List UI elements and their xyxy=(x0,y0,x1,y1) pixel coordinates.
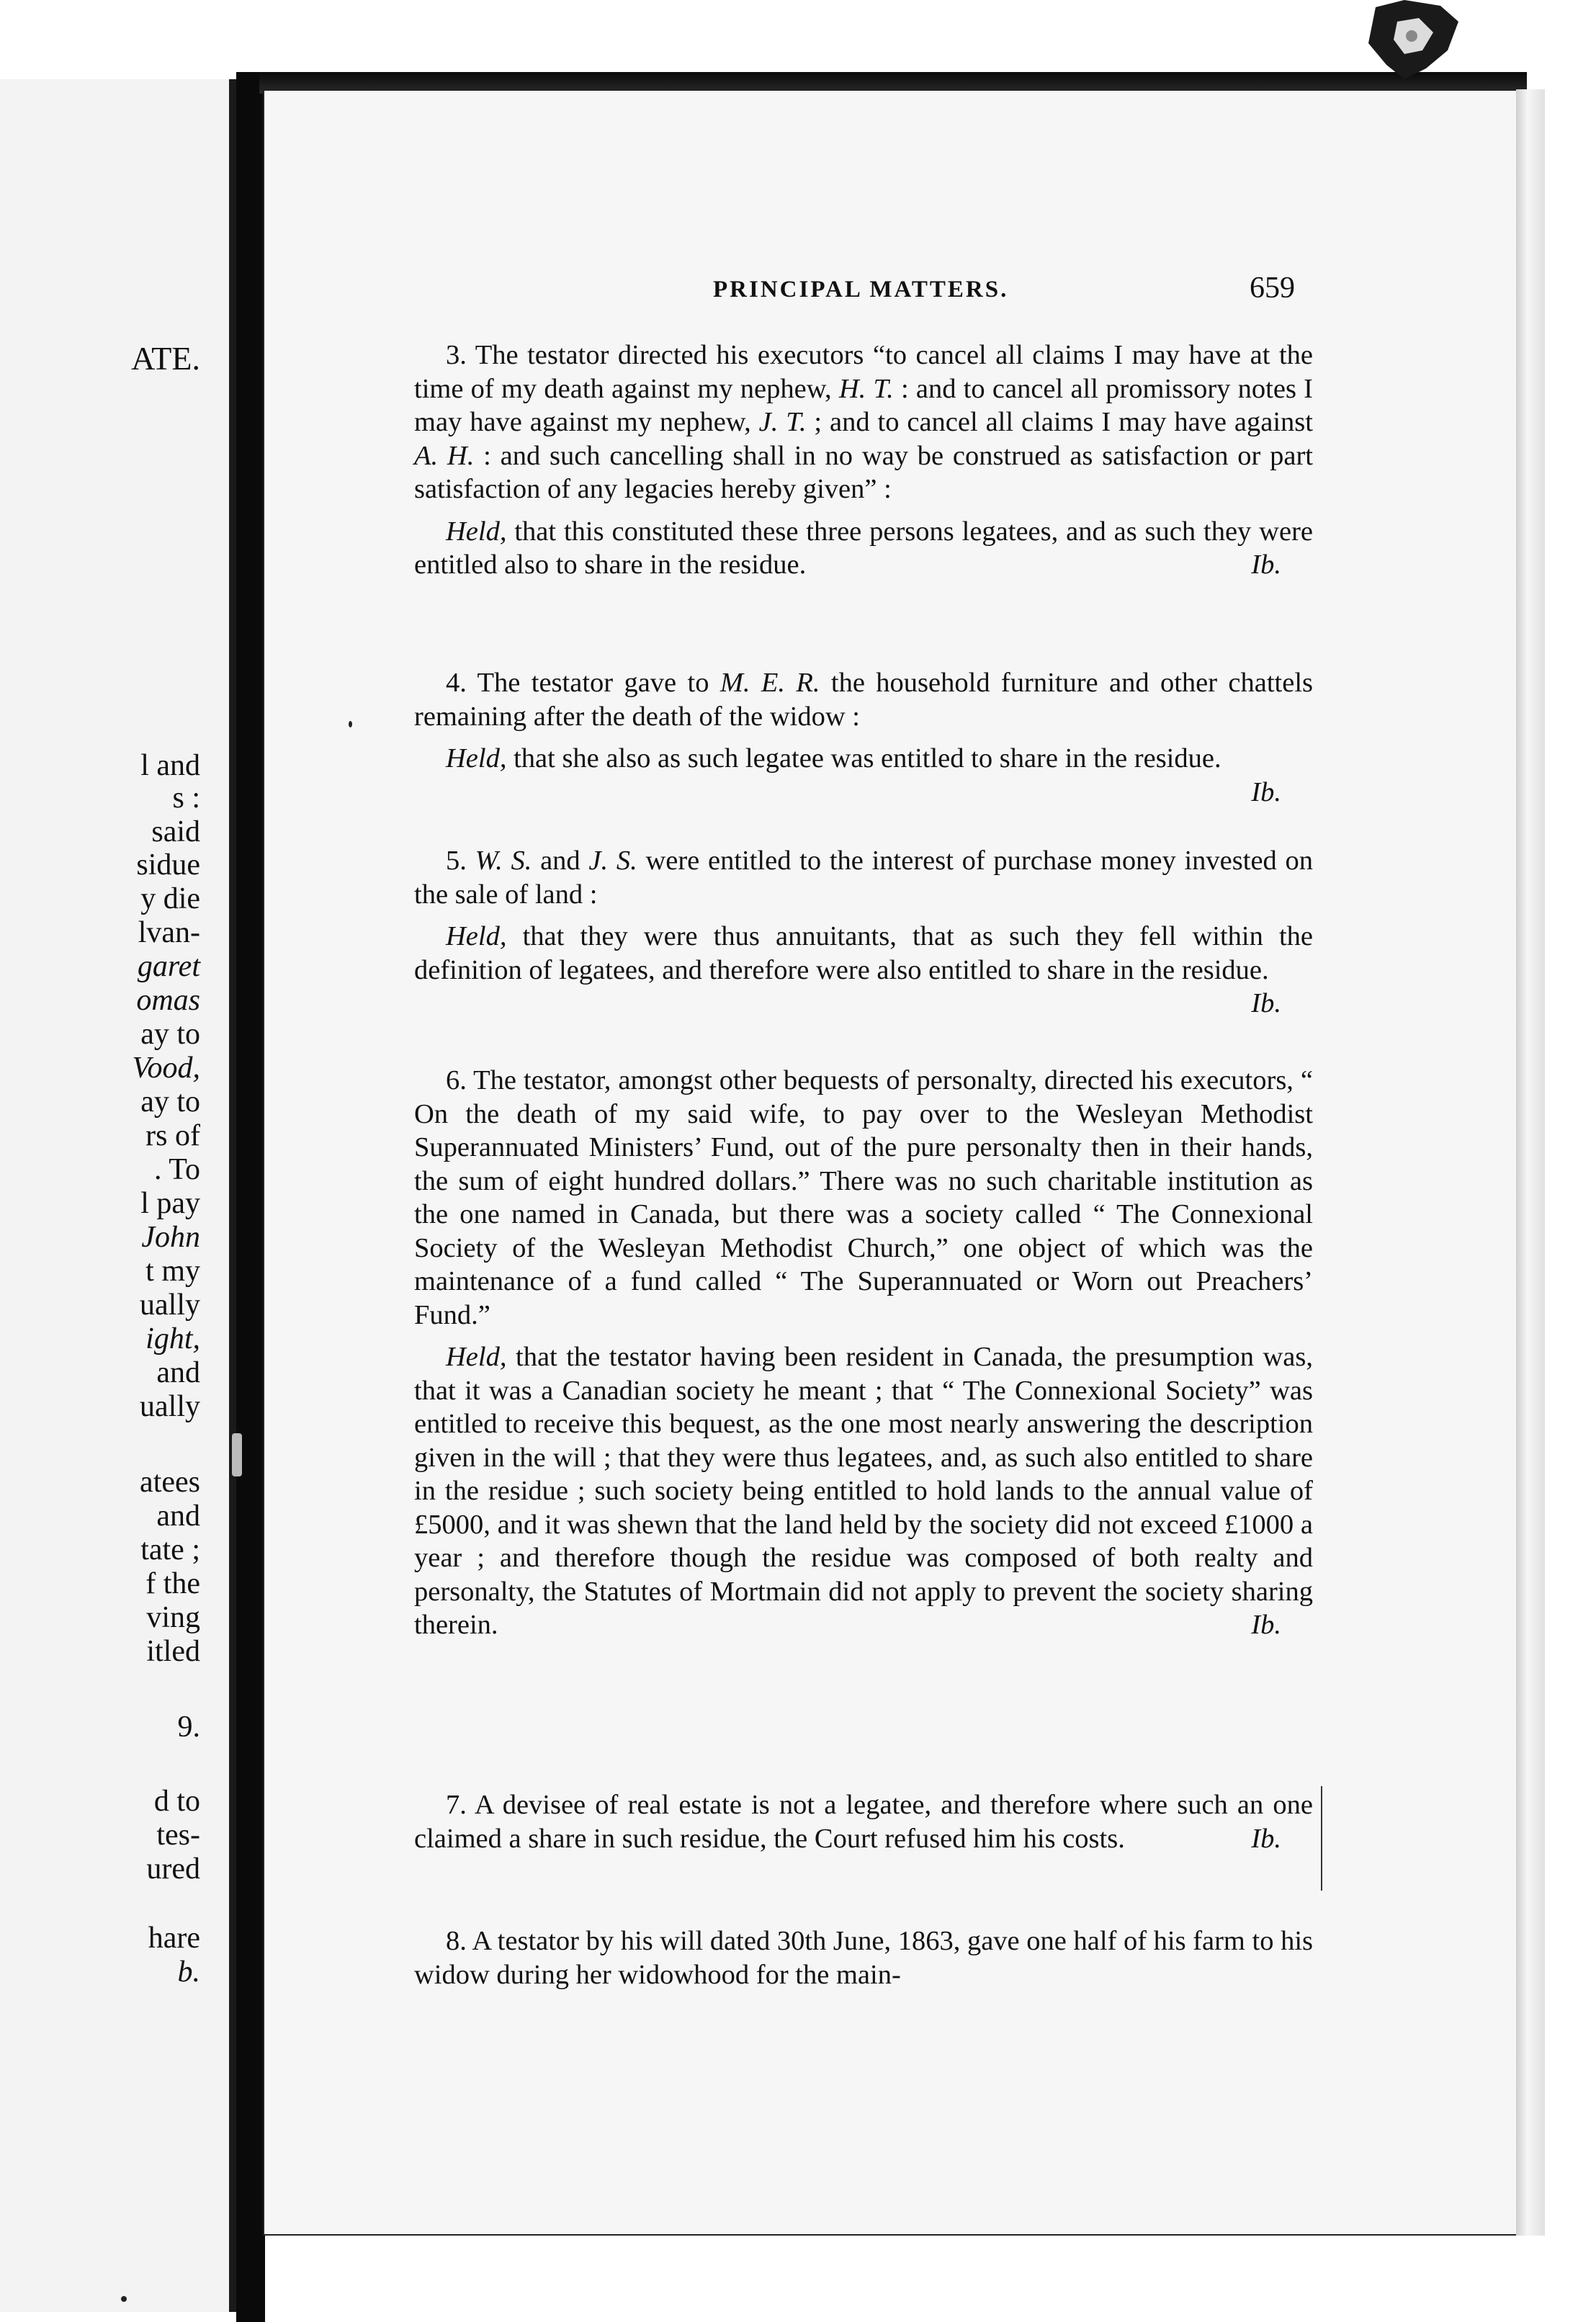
entry-4-name: M. E. R. xyxy=(719,668,820,698)
entry-4-text-a: 4. The testator gave to xyxy=(446,668,720,698)
facing-page-text: Vood, xyxy=(132,1052,200,1085)
facing-page-text: ay to xyxy=(140,1085,200,1119)
facing-page-text: s : xyxy=(172,781,200,815)
entry-6-body: 6. The testator, amongst other bequests of personalty, directed his executors, “ On the death of my said wife, to pay over to the Wesleyan Methodist Superannuated Ministers’ Fund, out of the pure personalty then in their hands, the sum of eight hundred dollars.” There was no such charitable institution as the one named in Canada, but there was a society called “ The Connexional Society of the Wesleyan Methodist Church,” one object of which was the maintenance of a fund called “ The Superannuated or Worn out Preachers’ Fund.” xyxy=(414,1065,1313,1330)
facing-page-text: y die xyxy=(140,882,200,915)
facing-page-fragment xyxy=(0,79,236,2312)
entry-5-text-a: 5. xyxy=(446,846,475,876)
running-head: PRINCIPAL MATTERS. xyxy=(713,277,1009,302)
facing-page-text: . To xyxy=(154,1153,200,1186)
gutter-shadow xyxy=(236,72,265,2322)
facing-page-text: b. xyxy=(177,1955,200,1989)
entry-7-text: 7. A devisee of real estate is not a legatee, and therefore where such an one claimed a share in such residue, the Court refused him his costs. xyxy=(414,1790,1313,1854)
ibid-reference: Ib. xyxy=(1251,1610,1281,1640)
facing-page-text: 9. xyxy=(177,1711,200,1744)
entry-5-text-c: were entitled to the interest of purchase money invested on the sale of land : xyxy=(414,846,1314,910)
entry-6 xyxy=(414,1064,1313,1642)
facing-page-text: f the xyxy=(145,1567,200,1600)
facing-page-text: ured xyxy=(146,1852,200,1886)
margin-rule xyxy=(1321,1786,1322,1891)
facing-page-text: tate ; xyxy=(140,1533,200,1566)
entry-5-name-b: J. S. xyxy=(588,846,637,876)
entry-3 xyxy=(414,339,1313,582)
facing-page-text: ay to xyxy=(140,1018,200,1051)
facing-page-text: hare xyxy=(148,1922,200,1955)
entry-3-held xyxy=(414,515,1313,582)
entry-4-held xyxy=(414,742,1313,807)
entry-3-name-b: J. T. xyxy=(758,407,807,437)
facing-page-text: omas xyxy=(136,984,200,1017)
scan-speck xyxy=(121,2296,127,2302)
entry-5-name-a: W. S. xyxy=(475,846,532,876)
facing-page-text: lvan- xyxy=(138,916,200,949)
facing-page-text: l and xyxy=(140,749,200,782)
facing-page-text: atees xyxy=(140,1466,200,1499)
entry-6-held xyxy=(414,1340,1313,1642)
facing-page-text: tes- xyxy=(156,1819,200,1852)
facing-page-text: d to xyxy=(153,1785,200,1818)
entry-8-body: 8. A testator by his will dated 30th June, 1863, gave one half of his farm to his widow during her widowhood for the main- xyxy=(414,1926,1314,1990)
entry-5-body xyxy=(414,844,1313,911)
ibid-reference: Ib. xyxy=(1251,1823,1281,1854)
torn-corner-mark xyxy=(1361,0,1462,86)
entry-5 xyxy=(414,844,1313,1021)
facing-page-text: rs of xyxy=(145,1119,200,1152)
entry-7 xyxy=(414,1788,1313,1855)
facing-page-text: ight, xyxy=(145,1322,200,1355)
scan-speck xyxy=(232,1433,242,1476)
ibid-reference: Ib. xyxy=(1251,988,1281,1018)
entry-3-text-d: : and such cancelling shall in no way be construed as satisfaction or part satisfaction of any legacies hereby given” : xyxy=(414,440,1313,504)
facing-page-text: t my xyxy=(145,1255,200,1288)
entry-4-text-b: the household furniture and other chattels remaining after the death of the widow : xyxy=(414,668,1313,732)
entry-3-name-c: A. H. xyxy=(414,440,475,471)
entry-7-body xyxy=(414,1788,1313,1855)
entry-3-name-a: H. T. xyxy=(838,373,894,404)
facing-page-text: said xyxy=(151,815,200,848)
entry-3-text-c: ; and to cancel all claims I may have against xyxy=(806,407,1313,437)
entry-5-held xyxy=(414,920,1313,1018)
ibid-reference: Ib. xyxy=(1251,550,1281,580)
ibid-reference: Ib. xyxy=(1251,776,1281,807)
facing-page-text: and xyxy=(156,1356,200,1389)
held-label: Held, xyxy=(446,1342,507,1372)
entry-5-text-b: and xyxy=(532,846,589,876)
facing-page-text: and xyxy=(156,1500,200,1533)
facing-page-text: John xyxy=(141,1221,200,1254)
entry-4-body xyxy=(414,666,1313,733)
entry-3-body xyxy=(414,339,1313,506)
page-number: 659 xyxy=(1250,272,1295,305)
entry-8 xyxy=(414,1924,1313,1991)
entry-3-text-b: : and to cancel all promissory notes I may have against my nephew, xyxy=(414,373,1313,437)
entry-5-held-text: that they were thus annuitants, that as such they fell within the definition of legatees, and therefore were also entitled to share in the residue. xyxy=(414,921,1313,985)
held-label: Held, xyxy=(446,743,507,774)
facing-page-text: l pay xyxy=(140,1187,200,1220)
scan-speck xyxy=(349,721,352,727)
facing-page-text: sidue xyxy=(136,848,200,882)
held-label: Held, xyxy=(446,516,507,547)
entry-6-held-text: that the testator having been resident in Canada, the presumption was, that it was a Canadian society he meant ; that “ The Connexional Society” was entitled to receive this bequest, as the one most nearly answering the description given in the will ; that they were thus legatees, and, as such also entitled to share in the residue ; such society being entitled to hold lands to the annual value of £5000, and it was shewn that the land held by the society did not exceed £1000 a year ; and therefore though the residue was composed of both realty and personalty, the Statutes of Mortmain did not apply to prevent the society sharing therein. xyxy=(414,1342,1313,1640)
entry-4 xyxy=(414,666,1313,809)
entry-3-text-a: 3. The testator directed his executors “to cancel all claims I may have at the time of my death against my nephew, xyxy=(414,340,1313,404)
facing-page-text: itled xyxy=(146,1635,200,1668)
page-edge xyxy=(1516,89,1545,2236)
facing-page-text: ving xyxy=(146,1601,200,1634)
entry-4-held-text: that she also as such legatee was entitled to share in the residue. xyxy=(506,743,1221,774)
entry-3-held-text: that this constituted these three persons legatees, and as such they were entitled also to share in the residue. xyxy=(414,516,1313,580)
facing-page-text: ually xyxy=(140,1390,200,1423)
held-label: Held, xyxy=(446,921,507,951)
facing-page-text: ATE. xyxy=(131,340,200,377)
facing-page-text: ually xyxy=(140,1288,200,1322)
facing-page-text: garet xyxy=(137,950,200,983)
